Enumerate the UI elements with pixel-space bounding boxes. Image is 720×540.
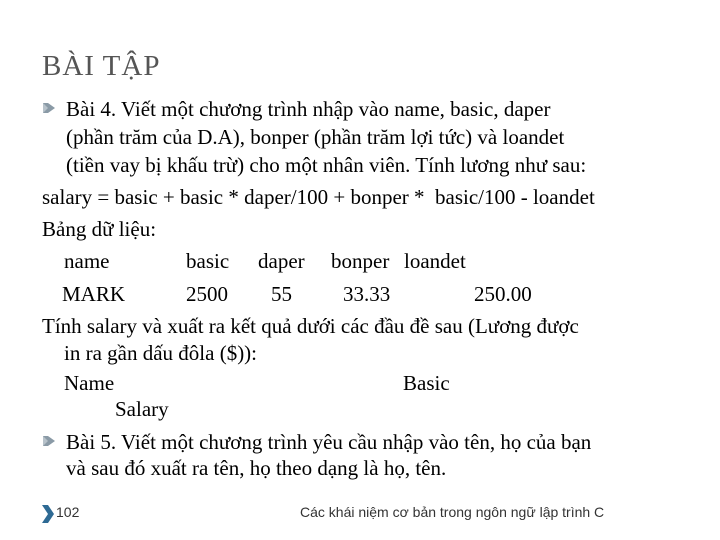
table-header-loandet: loandet bbox=[404, 249, 466, 273]
table-cell-daper: 55 bbox=[271, 282, 292, 306]
table-header-daper: daper bbox=[258, 249, 305, 273]
bullet-icon bbox=[42, 434, 56, 448]
salary-formula: salary = basic + basic * daper/100 + bonper * basic/100 - loandet bbox=[42, 185, 595, 209]
table-cell-bonper: 33.33 bbox=[343, 282, 391, 306]
table-cell-loandet: 250.00 bbox=[474, 282, 532, 306]
exercise-4-line-1: Bài 4. Viết một chương trình nhập vào name, basic, daper bbox=[66, 97, 551, 121]
output-header-basic: Basic bbox=[403, 371, 450, 395]
footer-text: Các khái niệm cơ bản trong ngôn ngữ lập trình C bbox=[300, 504, 605, 520]
exercise-4-line-3: (tiền vay bị khấu trừ) cho một nhân viên. Tính lương như sau: bbox=[66, 153, 587, 177]
output-header-salary: Salary bbox=[115, 397, 169, 421]
slide-title: BÀI TẬP bbox=[42, 50, 161, 82]
table-header-name: name bbox=[64, 249, 110, 273]
output-instruction-line-1: Tính salary và xuất ra kết quả dưới các đầu đề sau (Lương được bbox=[42, 314, 579, 338]
table-cell-name: MARK bbox=[62, 282, 126, 306]
exercise-5-line-1: Bài 5. Viết một chương trình yêu cầu nhập vào tên, họ của bạn bbox=[66, 430, 592, 454]
exercise-5-line-2: và sau đó xuất ra tên, họ theo dạng là họ, tên. bbox=[66, 456, 447, 480]
bullet-icon bbox=[42, 101, 56, 115]
table-header-basic: basic bbox=[186, 249, 230, 273]
table-header-bonper: bonper bbox=[331, 249, 390, 273]
page-number: 102 bbox=[56, 504, 80, 520]
output-instruction-line-2: in ra gần dấu đôla ($)): bbox=[64, 341, 258, 365]
output-header-name: Name bbox=[64, 371, 115, 395]
data-table-label: Bảng dữ liệu: bbox=[42, 217, 157, 241]
exercise-4-line-2: (phần trăm của D.A), bonper (phần trăm lợi tức) và loandet bbox=[66, 125, 565, 149]
table-cell-basic: 2500 bbox=[186, 282, 228, 306]
